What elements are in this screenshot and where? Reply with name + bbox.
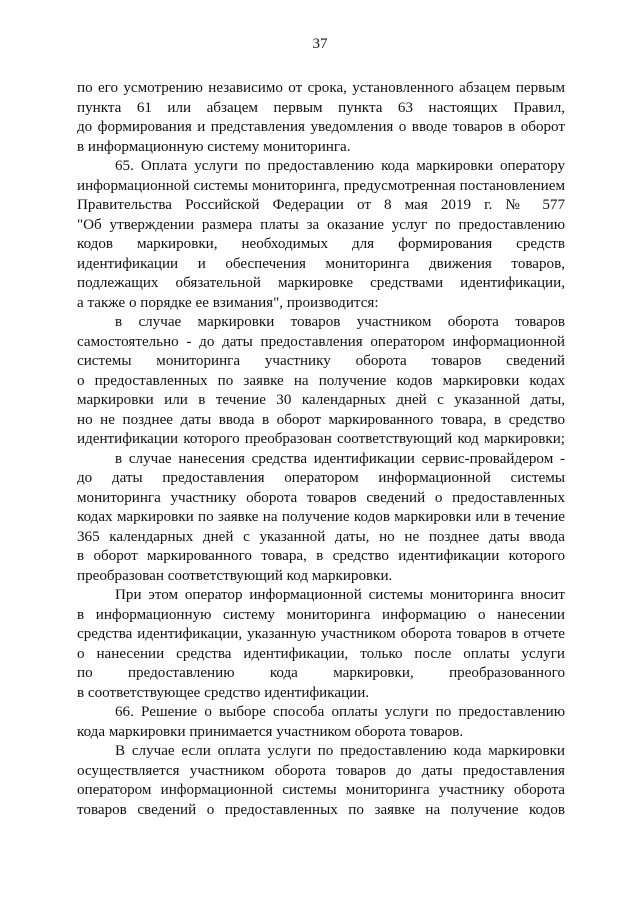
text-line: кодов маркировки, необходимых для формирования средств	[77, 236, 565, 252]
text-line: подлежащих обязательной маркировке средствами идентификации,	[77, 275, 565, 291]
text-line: в оборот маркированного товара, в средство идентификации которого	[77, 548, 565, 564]
text-line: по его усмотрению независимо от срока, установленного абзацем первым	[77, 80, 565, 96]
text-line: информационной системы мониторинга, предусмотренная постановлением	[77, 177, 565, 194]
text-line: в информационную систему мониторинга информацию о нанесении	[77, 606, 565, 623]
text-line: В случае если оплата услуги по предоставлению кода маркировки	[115, 743, 565, 759]
text-line: в информационную систему мониторинга.	[77, 138, 351, 155]
text-line: 65. Оплата услуги по предоставлению кода маркировки оператору	[115, 158, 565, 174]
text-line: При этом оператор информационной системы мониторинга вносит	[115, 587, 565, 603]
document-body	[77, 79, 565, 820]
text-line: по предоставлению кода маркировки, преобразованного	[77, 665, 565, 681]
text-line: в случае нанесения средства идентификации сервис-провайдером -	[115, 450, 565, 467]
text-line: 66. Решение о выборе способа оплаты услуги по предоставлению	[115, 704, 565, 720]
text-line: товаров сведений о предоставленных по заявке на получение кодов	[77, 801, 565, 818]
text-line: о предоставленных по заявке на получение кодов маркировки кодах	[77, 372, 565, 389]
text-line: 365 календарных дней с указанной даты, но не позднее даты ввода	[77, 528, 565, 545]
text-line: до даты предоставления оператором информационной системы	[77, 470, 565, 486]
text-line: осуществляется участником оборота товаров до даты предоставления	[77, 762, 565, 779]
text-line: идентификации которого преобразован соответствующий код маркировки;	[77, 431, 565, 447]
text-line: самостоятельно - до даты предоставления оператором информационной	[77, 333, 565, 350]
text-line: "Об утверждении размера платы за оказание услуг по предоставлению	[77, 216, 565, 233]
text-line: до формирования и представления уведомления о вводе товаров в оборот	[77, 119, 565, 135]
text-line: мониторинга участнику оборота товаров сведений о предоставленных	[77, 489, 565, 506]
page-number: 37	[312, 36, 328, 52]
text-line: кода маркировки принимается участником оборота товаров.	[77, 723, 464, 740]
text-line: средства идентификации, указанную участником оборота товаров в отчете	[77, 626, 565, 642]
text-line: в соответствующее средство идентификации.	[77, 684, 370, 701]
text-line: в случае маркировки товаров участником оборота товаров	[115, 314, 565, 330]
text-line: идентификации и обеспечения мониторинга движения товаров,	[77, 255, 565, 272]
text-line: о нанесении средства идентификации, только после оплаты услуги	[77, 645, 565, 662]
text-line: оператором информационной системы мониторинга участнику оборота	[77, 782, 565, 798]
text-line: маркировки или в течение 30 календарных дней с указанной даты,	[77, 392, 565, 408]
text-line: но не позднее даты ввода в оборот маркированного товара, в средство	[77, 411, 565, 428]
text-line: системы мониторинга участнику оборота товаров сведений	[77, 353, 565, 369]
text-line: пункта 61 или абзацем первым пункта 63 настоящих Правил,	[77, 99, 565, 116]
text-line: преобразован соответствующий код маркировки.	[77, 567, 393, 584]
text-line: а также о порядке ее взимания", производится:	[77, 294, 379, 311]
text-line: Правительства Российской Федерации от 8 мая 2019 г. № 577	[77, 197, 565, 213]
text-line: кодах маркировки по заявке на получение кодов маркировки или в течение	[77, 509, 565, 525]
